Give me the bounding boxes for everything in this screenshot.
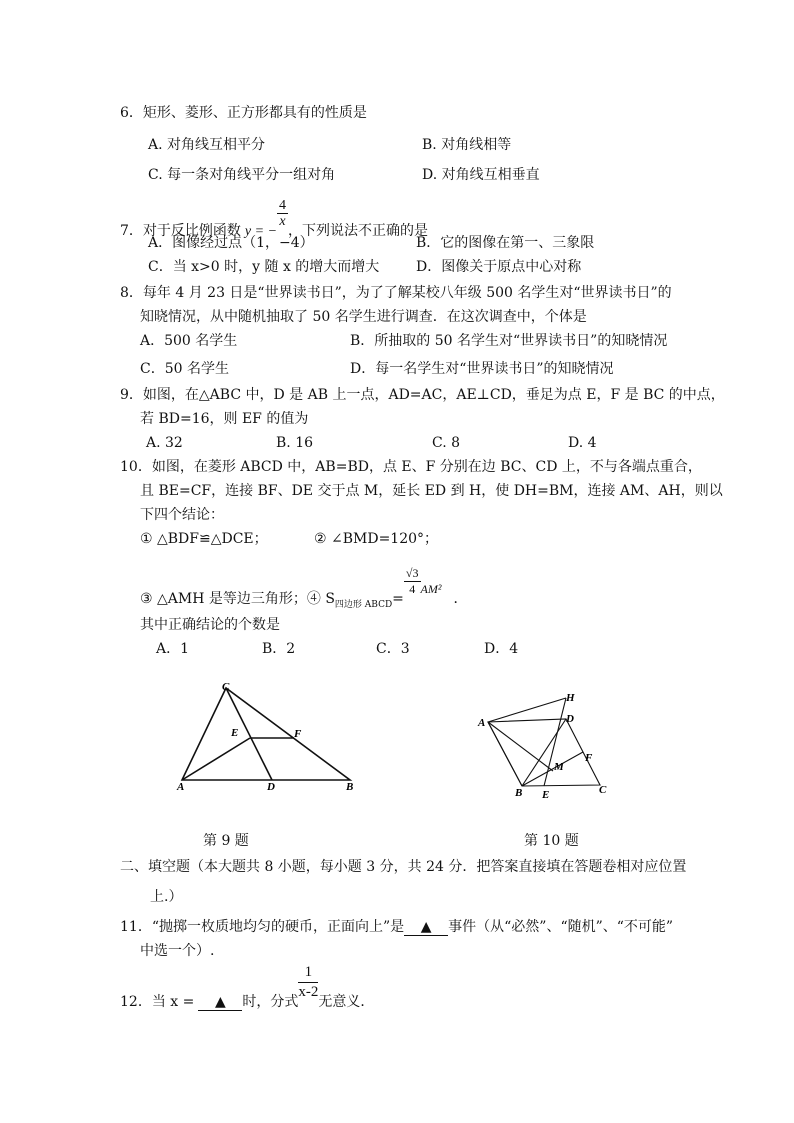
q8-stem-line2: 知晓情况，从中随机抽取了 50 名学生进行调查．在这次调查中，个体是 (140, 309, 587, 325)
q9-stem-line1: 9．如图，在△ABC 中，D 是 AB 上一点，AD=AC，AE⊥CD，垂足为点 E，F 是 BC 的中点， (120, 387, 725, 403)
q10-option-b: B．2 (262, 641, 296, 657)
q10-conclusion-1: ① △BDF≌△DCE； (140, 531, 268, 547)
q7-function-lhs: y = − (244, 224, 278, 239)
segment-ah (488, 698, 566, 722)
q9-option-c: C. 8 (432, 435, 461, 451)
q7-function-fraction: $\frac{4}{x}$ (279, 198, 287, 229)
q7-stem: 7．对于反比例函数 y = − $\frac{4}{x}$ ，下列说法不正确的是 (120, 198, 429, 239)
q10-option-a: A．1 (156, 641, 190, 657)
fig9-label-e: E (231, 727, 239, 739)
section-2-heading-line1: 二、填空题（本大题共 8 小题，每小题 3 分，共 24 分．把答案直接填在答题卷相对应位置 (120, 859, 687, 875)
q12-fraction: $\frac{1}{x-2}$ (298, 964, 319, 1000)
q6-option-b: B. 对角线相等 (422, 137, 512, 153)
figure-9-caption: 第 9 题 (203, 833, 249, 849)
q6-option-d: D. 对角线互相垂直 (422, 167, 540, 183)
q11-stem-line2: 中选一个）. (140, 943, 215, 959)
q10-area-fraction: $\frac{√3}{4}$ (405, 566, 419, 596)
q8-option-b: B．所抽取的 50 名学生对“世界读书日”的知晓情况 (350, 333, 668, 349)
fig10-label-b: B (515, 787, 523, 799)
figure-10 (474, 688, 614, 804)
q11-stem-line1: 11．“抛掷一枚质地均匀的硬币，正面向上”是 ▲ 事件（从“必然”、“随机”、“不可能” (120, 919, 674, 935)
fig10-label-h: H (566, 692, 575, 704)
q7-option-c: C．当 x>0 时，y 随 x 的增大而增大 (148, 259, 380, 275)
q11-answer-blank[interactable]: ▲ (404, 919, 448, 936)
q6-option-c: C. 每一条对角线平分一组对角 (148, 167, 336, 183)
q10-option-d: D．4 (484, 641, 519, 657)
q7-option-b: B．它的图像在第一、三象限 (416, 235, 595, 251)
figure-10-caption: 第 10 题 (524, 833, 579, 849)
section-2-heading-line2: 上.） (150, 889, 183, 905)
fig10-label-d: D (566, 713, 574, 725)
q9-option-a: A. 32 (146, 435, 183, 451)
q9-option-d: D. 4 (568, 435, 597, 451)
q10-conclusion-3-4: ③ △AMH 是等边三角形；④ $S_{四边形 ABCD}=$ $\frac{√3}{4}$ AM²． (140, 566, 468, 610)
q12-answer-blank[interactable]: ▲ (198, 994, 242, 1011)
q6-stem: 6．矩形、菱形、正方形都具有的性质是 (120, 105, 367, 121)
fig10-label-c: C (599, 784, 607, 796)
q10-stem-line3: 下四个结论： (140, 507, 224, 523)
fig9-label-b: B (346, 781, 354, 793)
q6-option-a: A. 对角线互相平分 (148, 137, 266, 153)
fig10-label-m: M (554, 761, 564, 773)
fig9-label-a: A (177, 781, 185, 793)
q10-conclusion-2: ② ∠BMD=120°； (314, 531, 439, 547)
fig9-label-f: F (294, 728, 302, 740)
figure-9 (170, 676, 370, 796)
q9-option-b: B. 16 (276, 435, 314, 451)
fig9-label-d: D (267, 781, 275, 793)
q8-option-a: A．500 名学生 (140, 333, 238, 349)
segment-ab-inner (488, 722, 522, 786)
fig10-label-f: F (585, 752, 593, 764)
q7-option-a: A．图像经过点（1，−4） (148, 235, 314, 251)
q10-stem-line1: 10．如图，在菱形 ABCD 中，AB=BD，点 E、F 分别在边 BC、CD 上，不与各端点重合， (120, 459, 702, 475)
q12-stem: 12．当 x = ▲ 时，分式 $\frac{1}{x-2}$ 无意义． (120, 964, 375, 1010)
q8-option-d: D．每一名学生对“世界读书日”的知晓情况 (350, 361, 614, 377)
q8-stem-line1: 8．每年 4 月 23 日是“世界读书日”，为了了解某校八年级 500 名学生对“世界读书日”的 (120, 285, 672, 301)
fig10-label-e: E (542, 789, 550, 801)
q7-option-d: D．图像关于原点中心对称 (416, 259, 582, 275)
segment-am (488, 722, 553, 771)
q8-option-c: C．50 名学生 (140, 361, 229, 377)
fig10-label-a: A (478, 717, 486, 729)
q10-stem-line2: 且 BE=CF，连接 BF、DE 交于点 M，延长 ED 到 H，使 DH=BM，连接 AM、AH，则以 (140, 483, 723, 499)
q10-ask: 其中正确结论的个数是 (140, 617, 280, 633)
q10-option-c: C．3 (376, 641, 410, 657)
fig9-label-c: C (222, 681, 230, 693)
q9-stem-line2: 若 BD=16，则 EF 的值为 (140, 411, 309, 427)
segment-bf (522, 752, 583, 786)
triangle-abc (182, 688, 350, 780)
